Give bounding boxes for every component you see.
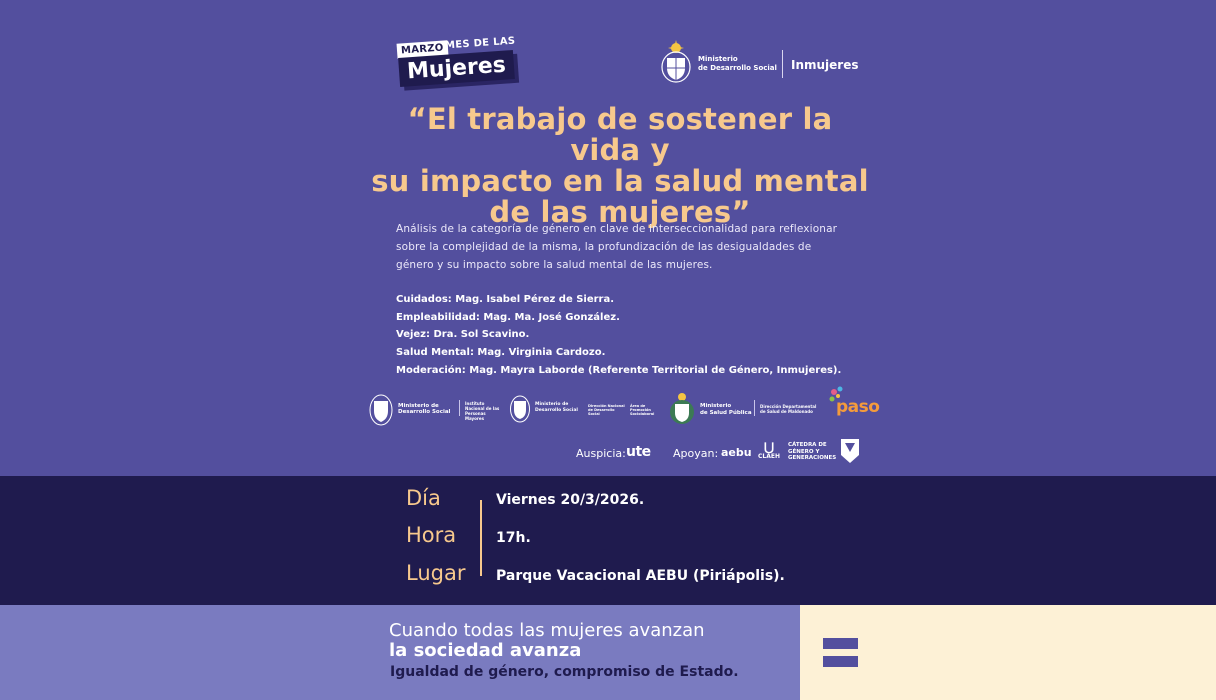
event-logo	[397, 36, 515, 92]
speaker-item: Empleabilidad: Mag. Ma. José González.	[396, 311, 620, 323]
auspicia-label: Auspicia:	[576, 447, 626, 460]
partner-inmayores: Instituto Nacional de las Personas Mayores	[465, 401, 500, 421]
slogan-line-2: la sociedad avanza	[389, 640, 582, 661]
logo-marzo: MARZO	[397, 40, 449, 58]
partner-msp: Ministerio de Salud Pública	[700, 403, 752, 416]
hora-label: Hora	[406, 523, 457, 547]
uruguay-coat-of-arms-icon	[660, 40, 692, 84]
speaker-item: Cuidados: Mag. Isabel Pérez de Sierra.	[396, 294, 615, 305]
partner-mides-1: Ministerio de Desarrollo Social	[398, 403, 451, 415]
flacso-logo-icon	[840, 438, 860, 464]
aebu-logo: aebu	[721, 446, 752, 459]
partner-divider	[754, 400, 755, 416]
hora-value: 17h.	[496, 530, 531, 546]
speakers-list	[396, 291, 856, 380]
catedra-logo: CÁTEDRA DE GÉNERO Y GENERACIONES	[788, 442, 837, 461]
claeh-icon: ⋃	[763, 440, 775, 454]
mides-shield-icon	[509, 393, 531, 423]
partner-mides-2: Ministerio de Desarrollo Social	[535, 402, 578, 413]
dia-value: Viernes 20/3/2026.	[496, 492, 645, 508]
dia-label: Día	[406, 486, 441, 510]
paso-logo-text: paso	[836, 397, 880, 417]
partner-promocion: Área de Promoción Sociolaboral	[630, 404, 655, 416]
logo-mujeres: Mujeres	[398, 50, 515, 87]
event-title: “El trabajo de sostener la vida y su impacto en la salud mental de las mujeres”	[371, 102, 869, 229]
claeh-logo: ⋃ CLAEH	[758, 440, 780, 460]
header-divider	[782, 50, 783, 78]
apoyan-label: Apoyan:	[673, 447, 719, 460]
partner-divider	[459, 400, 460, 416]
speaker-item: Moderación: Mag. Mayra Laborde (Referente Territorial de Género, Inmujeres).	[396, 364, 842, 376]
lugar-value: Parque Vacacional AEBU (Piriápolis).	[496, 568, 785, 584]
header-ministry-name: Ministerio de Desarrollo Social	[698, 55, 777, 72]
inmujeres-logo: Inmujeres	[791, 58, 859, 72]
speaker-item: Salud Mental: Mag. Virginia Cardozo.	[396, 347, 606, 359]
ute-logo: ute	[626, 444, 651, 460]
partner-dinades: Dirección Nacional de Desarrollo Social	[588, 404, 625, 416]
speaker-item: Vejez: Dra. Sol Scavino.	[396, 329, 530, 341]
info-divider	[480, 500, 482, 576]
lugar-label: Lugar	[406, 561, 466, 585]
event-description: Análisis de la categoría de género en clave de interseccionalidad para reflexionar sobre la complejidad de la misma, la profundización de las desigualdades de género y su impacto sobre la salud mental de las mujeres.	[396, 223, 838, 271]
slogan-line-1: Cuando todas las mujeres avanzan	[389, 620, 705, 641]
equal-sign-icon	[823, 656, 858, 667]
equal-sign-icon	[823, 638, 858, 649]
slogan-line-3: Igualdad de género, compromiso de Estado.	[390, 664, 739, 680]
msp-shield-icon	[668, 391, 696, 425]
equality-panel	[800, 605, 1216, 700]
partner-maldonado: Dirección Departamental de Salud de Maldonado	[760, 404, 817, 414]
logo-mes-de-las: MES DE LAS	[444, 35, 516, 52]
mides-shield-icon	[368, 391, 394, 427]
